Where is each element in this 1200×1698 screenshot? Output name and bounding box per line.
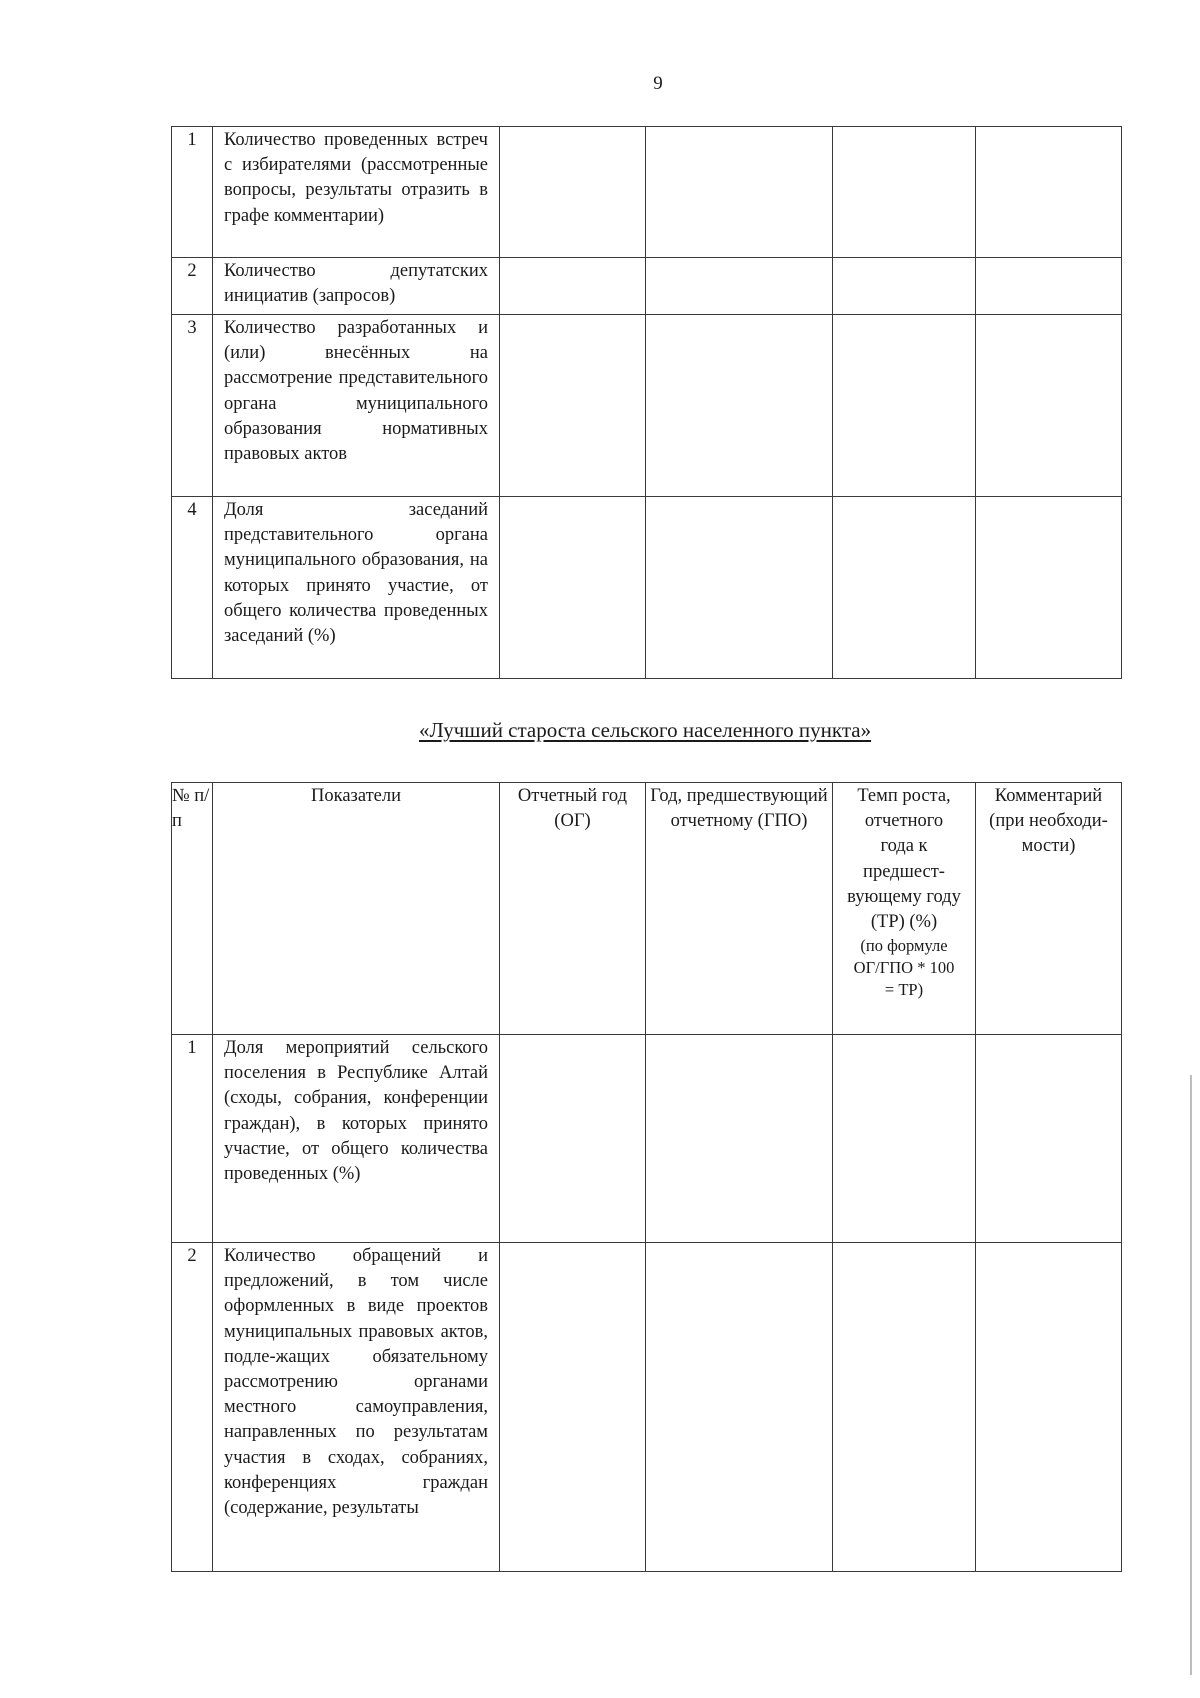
indicator-cell: Количество депутатских инициатив (запросов) xyxy=(213,258,500,315)
comment-cell[interactable] xyxy=(976,127,1122,258)
growth-formula-note: (по формуле ОГ/ГПО * 100 = ТР) xyxy=(853,936,955,1000)
growth-rate-cell[interactable] xyxy=(833,315,976,497)
previous-year-cell[interactable] xyxy=(646,127,833,258)
column-header-number: № п/п xyxy=(172,783,213,1035)
indicator-cell: Доля мероприятий сельского поселения в Республике Алтай (сходы, собрания, конференции граждан), в которых принято участие, от общего количества проведенных (%) xyxy=(213,1035,500,1243)
growth-rate-cell[interactable] xyxy=(833,497,976,679)
reporting-year-cell[interactable] xyxy=(500,497,646,679)
growth-rate-cell[interactable] xyxy=(833,258,976,315)
table-row xyxy=(172,127,1122,258)
growth-rate-cell[interactable] xyxy=(833,127,976,258)
indicators-table-headman xyxy=(171,782,1122,1572)
indicators-table-deputy xyxy=(171,126,1122,679)
indicator-cell: Доля заседаний представительного органа муниципального образования, на которых принято участие, от общего количества проведенных заседаний (%) xyxy=(213,497,500,679)
reporting-year-cell[interactable] xyxy=(500,315,646,497)
indicator-cell: Количество разработанных и (или) внесённых на рассмотрение представительного органа муниципального образования нормативных правовых актов xyxy=(213,315,500,497)
comment-cell[interactable] xyxy=(976,258,1122,315)
comment-cell[interactable] xyxy=(976,497,1122,679)
previous-year-cell[interactable] xyxy=(646,315,833,497)
comment-cell[interactable] xyxy=(976,1243,1122,1572)
header-text: Комментарий (при необходи-мости) xyxy=(989,786,1108,857)
indicator-cell: Количество обращений и предложений, в том числе оформленных в виде проектов муниципальных правовых актов, подле-жащих обязательному рассмотрению органами местного самоуправления, направленных по результатам участия в сходах, собраниях, конференциях граждан (содержание, результаты xyxy=(213,1243,500,1572)
section-title: «Лучший староста сельского населенного пункта» xyxy=(419,718,872,742)
column-header-growth-rate xyxy=(833,783,976,1035)
header-text: Отчетный год (ОГ) xyxy=(517,786,628,832)
reporting-year-cell[interactable] xyxy=(500,1035,646,1243)
column-header-comment xyxy=(976,783,1122,1035)
column-header-previous-year xyxy=(646,783,833,1035)
table-header-row xyxy=(172,783,1122,1035)
previous-year-cell[interactable] xyxy=(646,258,833,315)
header-text: Темп роста, отчетного года к предшест-вующему году (ТР) (%) xyxy=(847,786,961,933)
page-number: 9 xyxy=(653,73,663,94)
reporting-year-cell[interactable] xyxy=(500,127,646,258)
row-number: 1 xyxy=(172,127,213,258)
row-number: 2 xyxy=(172,1243,213,1572)
indicator-cell: Количество проведенных встреч с избирателями (рассмотренные вопросы, результаты отразить в графе комментарии) xyxy=(213,127,500,258)
scan-edge-line xyxy=(1190,1075,1192,1675)
table-row xyxy=(172,1035,1122,1243)
row-number: 4 xyxy=(172,497,213,679)
column-header-indicator: Показатели xyxy=(213,783,500,1035)
row-number: 3 xyxy=(172,315,213,497)
previous-year-cell[interactable] xyxy=(646,1035,833,1243)
comment-cell[interactable] xyxy=(976,315,1122,497)
previous-year-cell[interactable] xyxy=(646,497,833,679)
row-number: 1 xyxy=(172,1035,213,1243)
previous-year-cell[interactable] xyxy=(646,1243,833,1572)
growth-rate-cell[interactable] xyxy=(833,1035,976,1243)
reporting-year-cell[interactable] xyxy=(500,258,646,315)
column-header-reporting-year xyxy=(500,783,646,1035)
table-row xyxy=(172,258,1122,315)
row-number: 2 xyxy=(172,258,213,315)
header-text: Год, предшествующий отчетному (ГПО) xyxy=(650,786,828,832)
table-row xyxy=(172,1243,1122,1572)
table-row xyxy=(172,315,1122,497)
growth-rate-cell[interactable] xyxy=(833,1243,976,1572)
comment-cell[interactable] xyxy=(976,1035,1122,1243)
table-row xyxy=(172,497,1122,679)
reporting-year-cell[interactable] xyxy=(500,1243,646,1572)
